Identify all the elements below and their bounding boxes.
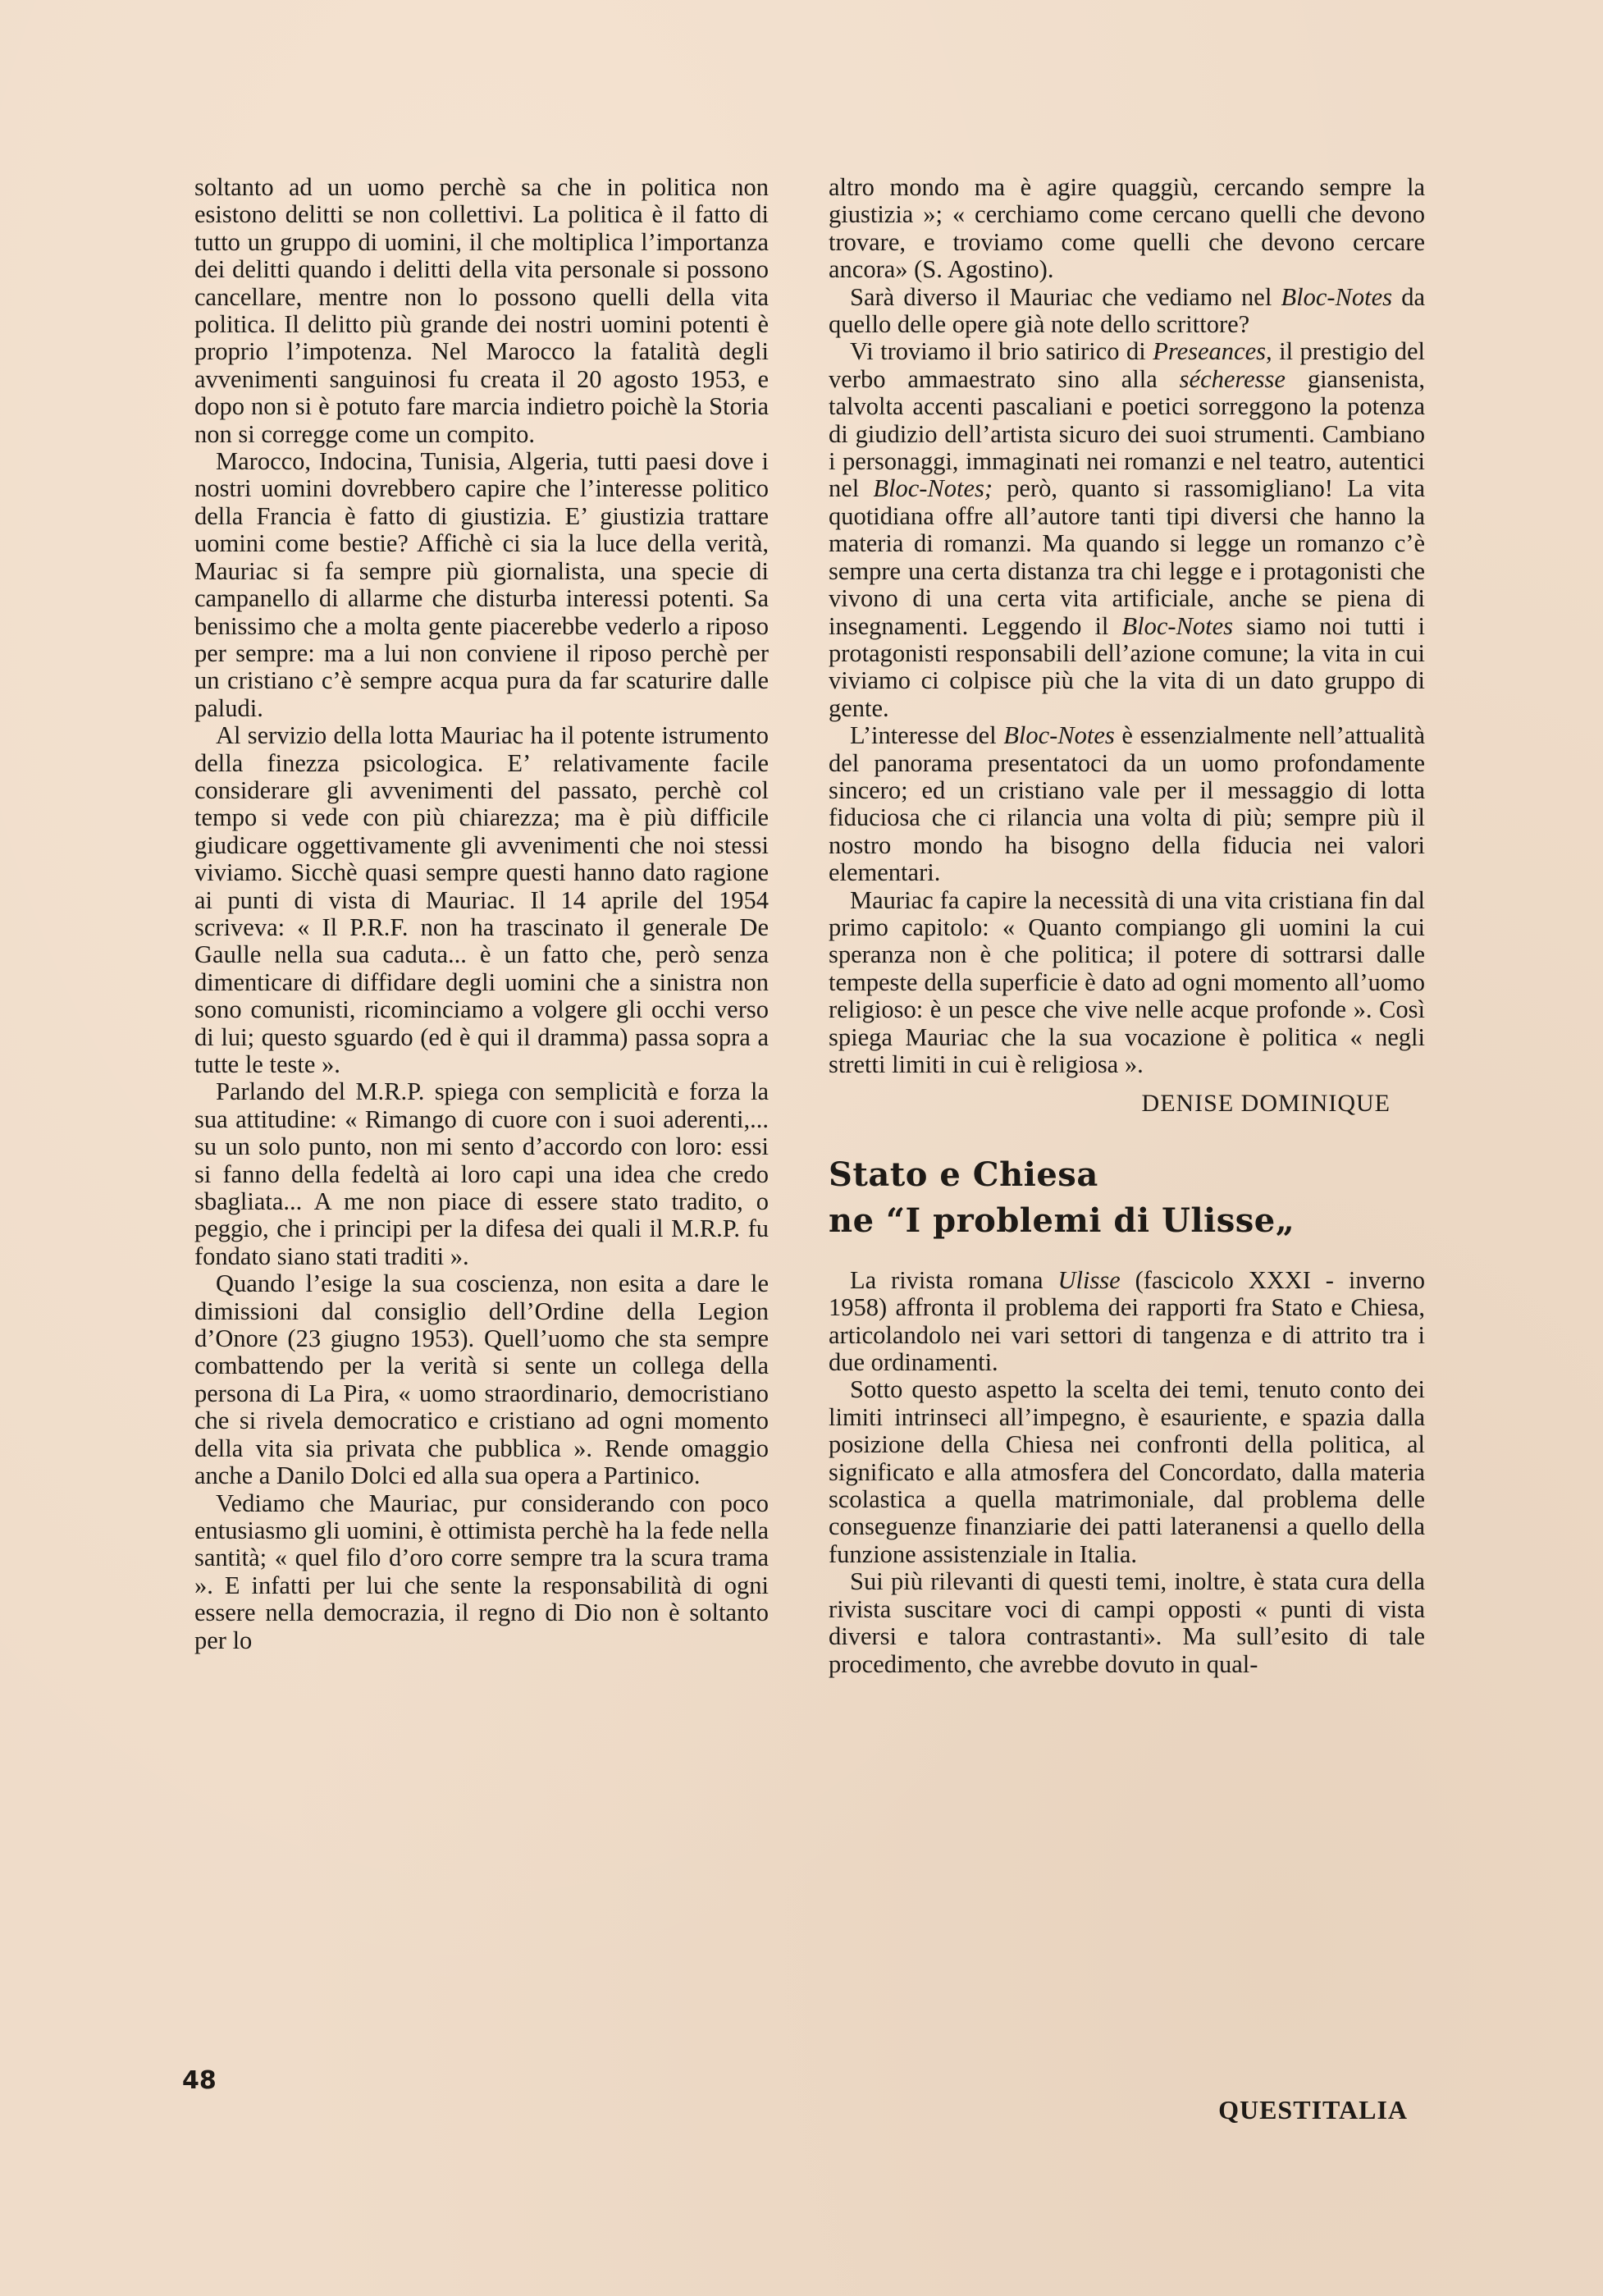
paragraph: Sotto questo aspetto la scelta dei temi, tenuto conto dei limiti intrinseci all’impegno, è esauriente, e spazia dalla posizione della Chiesa nei confronti della politica, al significato e alla atmosfera del Concordato, dalla materia scolastica a quella matrimoniale, dal problema delle conseguenze finanziarie dei patti lateranensi a quello della funzione assistenziale in Italia.: [829, 1375, 1425, 1568]
paragraph: Sui più rilevanti di questi temi, inoltre, è stata cura della rivista suscitare voci di campi opposti « punti di vista diversi e talora contrastanti». Ma sull’esito di tale procedimento, che avrebbe dovuto in qual-: [829, 1567, 1425, 1678]
text-run: Sarà diverso il Mauriac che vediamo nel: [850, 282, 1281, 311]
text-run: Vi troviamo il brio satirico di: [850, 337, 1153, 366]
paragraph: Marocco, Indocina, Tunisia, Algeria, tutti paesi dove i nostri uomini dovrebbero capire che l’interesse politico della Francia è fatto di giustizia. E’ giustizia trattare uomini come bestie? Affichè ci sia la luce della verità, Mauriac si fa sempre più giornalista, una specie di campanello di allarme che disturba interessi potenti. Sa benissimo che a molta gente piacerebbe vederlo a riposo per sempre: ma a lui non conviene il riposo perchè per un cristiano c’è sempre acqua pura da far scaturire dalle paludi.: [194, 447, 769, 722]
paragraph: altro mondo ma è agire quaggiù, cercando sempre la giustizia »; « cerchiamo come cercano quelli che devono trovare, e troviamo come quelli che devono cercare ancora» (S. Agostino).: [829, 173, 1425, 284]
text-run: L’interesse del: [850, 721, 1004, 750]
paragraph: Quando l’esige la sua coscienza, non esita a dare le dimissioni dal consiglio dell’Ordine della Legion d’Onore (23 giugno 1953). Quell’uomo che sta sempre combattendo per la verità si sente un collega della persona di La Pira, « uomo straordinario, democristiano che si rivela democratico e cristiano ad ogni momento della vita sia privata che pubblica ». Rende omaggio anche a Danilo Dolci ed alla sua opera a Partinico.: [194, 1269, 769, 1490]
paragraph: [829, 722, 1425, 886]
italic-title: Bloc-Notes: [1281, 282, 1393, 311]
text-run: giansenista, talvolta accenti pascaliani e poetici sorreggono la potenza di giudizio dell’artista sicuro dei suoi strumenti. Cambiano i personaggi, immaginati nei romanzi e nel teatro, autentici nel: [829, 364, 1425, 503]
text-run: (fascicolo XXXI - inverno 1958) affronta il problema dei rapporti fra Stato e Chiesa, articolandolo nei vari settori di tangenza e di attrito tra i due ordinamenti.: [829, 1265, 1425, 1377]
paragraph: [829, 1267, 1425, 1377]
italic-title: Bloc-Notes: [1121, 611, 1234, 640]
italic-title: Preseances,: [1153, 337, 1272, 366]
right-column: [829, 174, 1425, 1678]
italic-title: Bloc-Notes: [1003, 721, 1115, 750]
paragraph: [829, 284, 1425, 339]
text-run: il prestigio del verbo ammaestrato sino alla: [829, 337, 1426, 393]
paragraph: Al servizio della lotta Mauriac ha il potente istrumento della finezza psicologica. E’ relativamente facile considerare gli avvenimenti del passato, perchè col tempo si vede con più chiarezza; ma è più difficile giudicare oggettivamente gli avvenimenti che noi stessi viviamo. Sicchè quasi sempre questi hanno dato ragione ai punti di vista di Mauriac. Il 14 aprile del 1954 scriveva: « Il P.R.F. non ha trascinato il generale De Gaulle nella sua caduta... è un fatto che, però senza dimenticare di diffidare degli uomini che a sinistra non sono comunisti, ricominciamo a volgere gli occhi verso di lui; questo sguardo (ed è qui il dramma) passa sopra a tutte le teste ».: [194, 721, 769, 1078]
article-title: [829, 1152, 1425, 1244]
paragraph: soltanto ad un uomo perchè sa che in politica non esistono delitti se non collettivi. La politica è il fatto di tutto un gruppo di uomini, il che moltiplica l’importanza dei delitti quando i delitti della vita personale si possono cancellare, mentre non lo possono quelli della vita politica. Il delitto più grande dei nostri uomini potenti è proprio l’impotenza. Nel Marocco la fatalità degli avvenimenti sanguinosi fu creata il 20 agosto 1953, e dopo non si è potuto fare marcia indietro poichè la Storia non si corregge come un compito.: [194, 173, 769, 448]
paragraph: Vediamo che Mauriac, pur considerando con poco entusiasmo gli uomini, è ottimista perchè ha la fede nella santità; « quel filo d’oro corre sempre tra la scura trama ». E infatti per lui che sente la responsabilità di ogni essere nella democrazia, il regno di Dio non è soltanto per lo: [194, 1489, 769, 1654]
text-run: è essenzialmente nell’attualità del panorama presentatoci da un uomo profondamente sincero; ed un cristiano vale per il messaggio di lotta fiduciosa che ci rilancia una volta di più; sempre più il nostro mondo ha bisogno della fiducia nei valori elementari.: [829, 721, 1425, 887]
author-signature: DENISE DOMINIQUE: [1141, 1090, 1391, 1118]
text-run: però, quanto si rassomigliano! La vita quotidiana offre all’autore tanti tipi diversi che hanno la materia di romanzi. Ma quando si legge un romanzo c’è sempre una certa distanza tra chi legge e i protagonisti che vivono di una certa vita artificiale, anche se piena di insegnamenti. Leggendo il: [829, 474, 1426, 640]
magazine-name: QUESTITALIA: [1218, 2095, 1408, 2124]
left-column: [194, 174, 769, 1654]
paragraph: Parlando del M.R.P. spiega con semplicità e forza la sua attitudine: « Rimango di cuore con i suoi aderenti,... su un solo punto, non mi sento d’accordo con loro: essi si fanno della fedeltà ai loro capi una idea che credo sbagliata... A me non piace di essere stato tradito, o peggio, che i principi per la difesa dei quali il M.R.P. fu fondato siano stati traditi ».: [194, 1077, 769, 1270]
article-title-line: ne “I problemi di Ulisse„: [829, 1201, 1295, 1240]
italic-title: Ulisse: [1057, 1265, 1121, 1294]
article-title-line: Stato e Chiesa: [829, 1155, 1098, 1194]
italic-title: Bloc-Notes;: [873, 474, 993, 503]
text-run: La rivista romana: [850, 1265, 1058, 1294]
text-run: siamo noi tutti i protagonisti responsabili dell’azione comune; la vita in cui viviamo ci colpisce più che la vita di un dato gruppo di gente.: [829, 611, 1426, 722]
paragraph: [829, 338, 1425, 722]
paragraph: Mauriac fa capire la necessità di una vita cristiana fin dal primo capitolo: « Quanto compiango gli uomini la cui speranza non è che politica; il potere di sottrarsi dalle tempeste della superficie è dato ad ogni momento all’uomo religioso: è un pesce che vive nelle acque profonde ». Così spiega Mauriac che la sua vocazione è politica « negli stretti limiti in cui è religiosa ».: [829, 885, 1425, 1078]
italic-term: sécheresse: [1179, 364, 1286, 393]
text-run: da quello delle opere già note dello scrittore?: [829, 282, 1425, 339]
page-number: 48: [182, 2066, 217, 2095]
